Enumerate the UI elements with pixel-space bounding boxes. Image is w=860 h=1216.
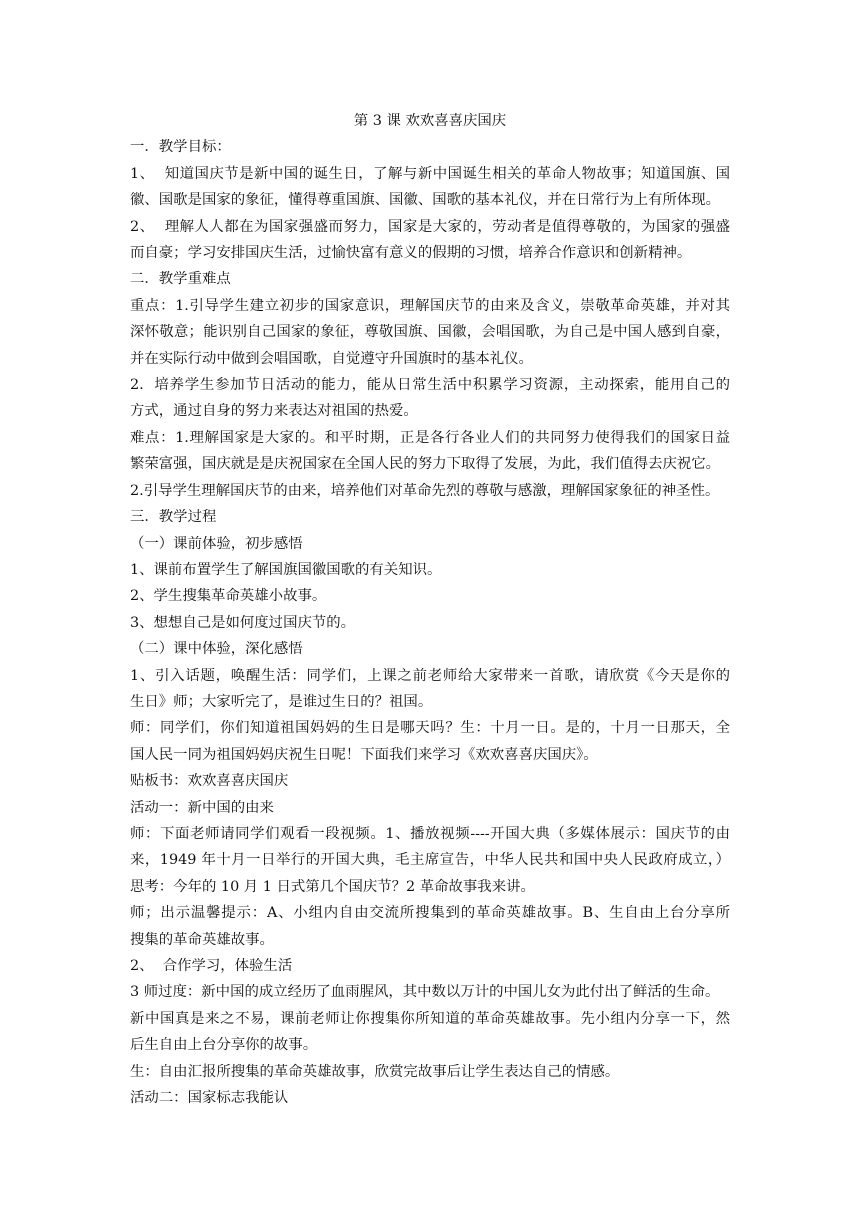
text-line: 师：同学们，你们知道祖国妈妈的生日是哪天吗？生：十月一日。是的，十月一日那天，全 bbox=[130, 720, 730, 737]
text-line: 1、 知道国庆节是新中国的诞生日，了解与新中国诞生相关的革命人物故事；知道国旗、国 bbox=[130, 165, 730, 182]
text-line: 后生自由上台分享你的故事。 bbox=[130, 1037, 318, 1054]
text-line: 师；出示温馨提示：A、小组内自由交流所搜集到的革命英雄故事。B、生自由上台分享所 bbox=[130, 905, 730, 922]
text-line: 活动一：新中国的由来 bbox=[130, 799, 274, 816]
text-line: 重点：1.引导学生建立初步的国家意识，理解国庆节的由来及含义，崇敬革命英雄，并对其 bbox=[130, 297, 730, 314]
text-line: 一．教学目标： bbox=[130, 139, 231, 156]
text-line: 方式，通过自身的努力来表达对祖国的热爱。 bbox=[130, 403, 418, 420]
text-line: 2、 合作学习，体验生活 bbox=[130, 958, 293, 974]
text-line: （二）课中体验，深化感悟 bbox=[130, 641, 303, 658]
text-line: 2.引导学生理解国庆节的由来，培养他们对革命先烈的尊敬与感激，理解国家象征的神圣性。 bbox=[130, 482, 720, 499]
document-page bbox=[130, 108, 730, 1111]
text-line: 2、 理解人人都在为国家强盛而努力，国家是大家的，劳动者是值得尊敬的，为国家的强盛 bbox=[130, 218, 730, 235]
text-line: 三．教学过程 bbox=[130, 509, 217, 526]
text-line: 1、课前布置学生了解国旗国徽国歌的有关知识。 bbox=[130, 561, 442, 578]
text-line: 新中国真是来之不易，课前老师让你搜集你所知道的革命英雄故事。先小组内分享一下，然 bbox=[130, 1010, 730, 1027]
text-line: （一）课前体验，初步感悟 bbox=[130, 535, 303, 552]
text-line: 2、学生搜集革命英雄小故事。 bbox=[130, 588, 327, 605]
text-line: 3、想想自己是如何度过国庆节的。 bbox=[130, 614, 356, 631]
text-line: 思考：今年的 10 月 1 日式第几个国庆节？2 革命故事我来讲。 bbox=[130, 878, 535, 895]
text-line: 并在实际行动中做到会唱国歌，自觉遵守升国旗时的基本礼仪。 bbox=[130, 350, 533, 367]
text-line: 师：下面老师请同学们观看一段视频。1、播放视频----开国大典（多媒体展示：国庆节的由 bbox=[130, 825, 730, 842]
text-line: 而自豪；学习安排国庆生活，过愉快富有意义的假期的习惯，培养合作意识和创新精神。 bbox=[130, 245, 692, 262]
text-line: 深怀敬意；能识别自己国家的象征，尊敬国旗、国徽，会唱国歌，为自己是中国人感到自豪， bbox=[130, 324, 730, 341]
text-line: 2. 培养学生参加节日活动的能力，能从日常生活中积累学习资源，主动探索，能用自己的 bbox=[130, 377, 730, 394]
text-line: 国人民一同为祖国妈妈庆祝生日呢！下面我们来学习《欢欢喜喜庆国庆》。 bbox=[130, 746, 598, 763]
text-line: 生：自由汇报所搜集的革命英雄故事，欣赏完故事后让学生表达自己的情感。 bbox=[130, 1063, 620, 1080]
text-line: 生日》师；大家听完了，是谁过生日的？祖国。 bbox=[130, 693, 433, 710]
text-line: 徽、国歌是国家的象征，懂得尊重国旗、国徽、国歌的基本礼仪，并在日常行为上有所体现。 bbox=[130, 192, 721, 209]
text-line: 活动二：国家标志我能认 bbox=[130, 1090, 289, 1107]
document-title: 第 3 课 欢欢喜喜庆国庆 bbox=[353, 113, 507, 129]
document-body bbox=[130, 134, 730, 1111]
text-line: 繁荣富强，国庆就是是庆祝国家在全国人民的努力下取得了发展，为此，我们值得去庆祝它。 bbox=[130, 456, 721, 473]
text-line: 1、引入话题，唤醒生活：同学们，上课之前老师给大家带来一首歌，请欣赏《今天是你的 bbox=[130, 667, 730, 684]
text-line: 3 师过度：新中国的成立经历了血雨腥风，其中数以万计的中国儿女为此付出了鲜活的生命。 bbox=[130, 984, 720, 1001]
text-line: 搜集的革命英雄故事。 bbox=[130, 931, 274, 948]
text-line: 贴板书：欢欢喜喜庆国庆 bbox=[130, 773, 289, 790]
text-line: 来，1949 年十月一日举行的开国大典，毛主席宣告，中华人民共和国中央人民政府成立，） bbox=[130, 852, 730, 869]
text-line: 难点：1.理解国家是大家的。和平时期，正是各行各业人们的共同努力使得我们的国家日益 bbox=[130, 429, 730, 446]
text-line: 二．教学重难点 bbox=[130, 271, 231, 288]
